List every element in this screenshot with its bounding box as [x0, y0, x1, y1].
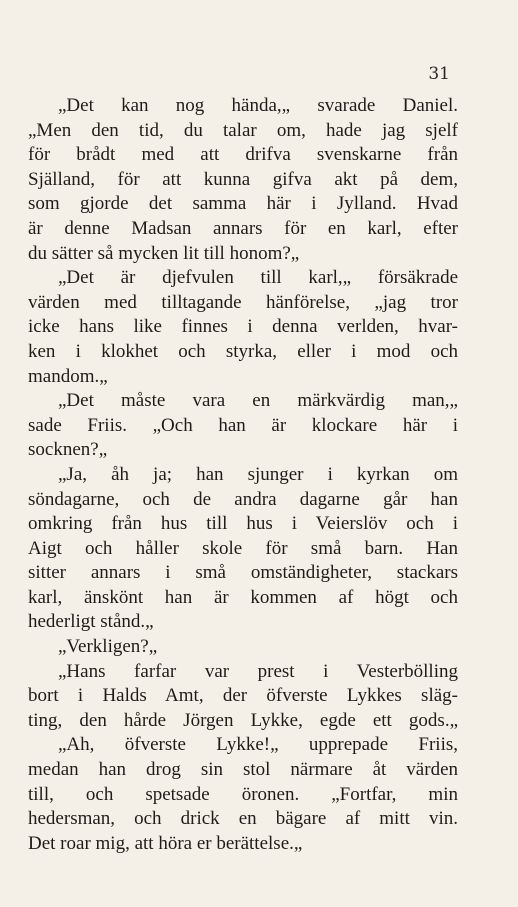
text-line: icke hans like finnes i denna verlden, hvar- [28, 316, 458, 338]
text-line: „Hans farfar var prest i Vesterbölling [58, 660, 458, 682]
text-line: till, och spetsade öronen. „Fortfar, min [28, 783, 458, 805]
text-line: Aigt och håller skole för små barn. Han [28, 537, 458, 559]
text-line: för brådt med att drifva svenskarne från [28, 144, 458, 166]
text-line: „Men den tid, du talar om, hade jag sjelf [28, 119, 458, 141]
text-line: värden med tilltagande hänförelse, „jag tror [28, 291, 458, 313]
text-line: söndagarne, och de andra dagarne går han [28, 488, 458, 510]
page-number: 31 [428, 64, 450, 84]
text-line: Det roar mig, att höra er berättelse.„ [28, 832, 303, 854]
text-line: Själland, för att kunna gifva akt på dem, [28, 168, 458, 190]
text-line: bort i Halds Amt, der öfverste Lykkes släg- [28, 685, 458, 707]
body-text [28, 94, 458, 856]
text-line: är denne Madsan annars för en karl, efter [28, 217, 458, 239]
text-line: karl, änskönt han är kommen af högt och [28, 586, 458, 608]
text-line: sitter annars i små omständigheter, stackars [28, 562, 458, 584]
text-line: „Verkligen?„ [58, 636, 158, 658]
text-line: omkring från hus till hus i Veierslöv och i [28, 513, 458, 535]
text-line: „Det kan nog hända,„ svarade Daniel. [58, 95, 458, 116]
text-line: ting, den hårde Jörgen Lykke, egde ett gods.„ [28, 709, 458, 731]
text-line: medan han drog sin stol närmare åt värden [28, 759, 458, 781]
text-line: sade Friis. „Och han är klockare här i [28, 414, 458, 436]
text-line: socknen?„ [28, 439, 108, 461]
text-line: „Det är djefvulen till karl,„ försäkrade [58, 267, 458, 289]
text-line: som gjorde det samma här i Jylland. Hvad [28, 193, 458, 215]
text-line: „Ja, åh ja; han sjunger i kyrkan om [58, 463, 458, 485]
text-line: ken i klokhet och styrka, eller i mod och [28, 340, 458, 362]
text-line: mandom.„ [28, 365, 108, 387]
text-line: „Det måste vara en märkvärdig man,„ [58, 390, 458, 412]
text-line: du sätter så mycken lit till honom?„ [28, 242, 300, 264]
text-line: hederligt stånd.„ [28, 611, 154, 633]
text-line: hedersman, och drick en bägare af mitt vin. [28, 808, 458, 830]
text-line: „Ah, öfverste Lykke!„ upprepade Friis, [58, 734, 458, 756]
